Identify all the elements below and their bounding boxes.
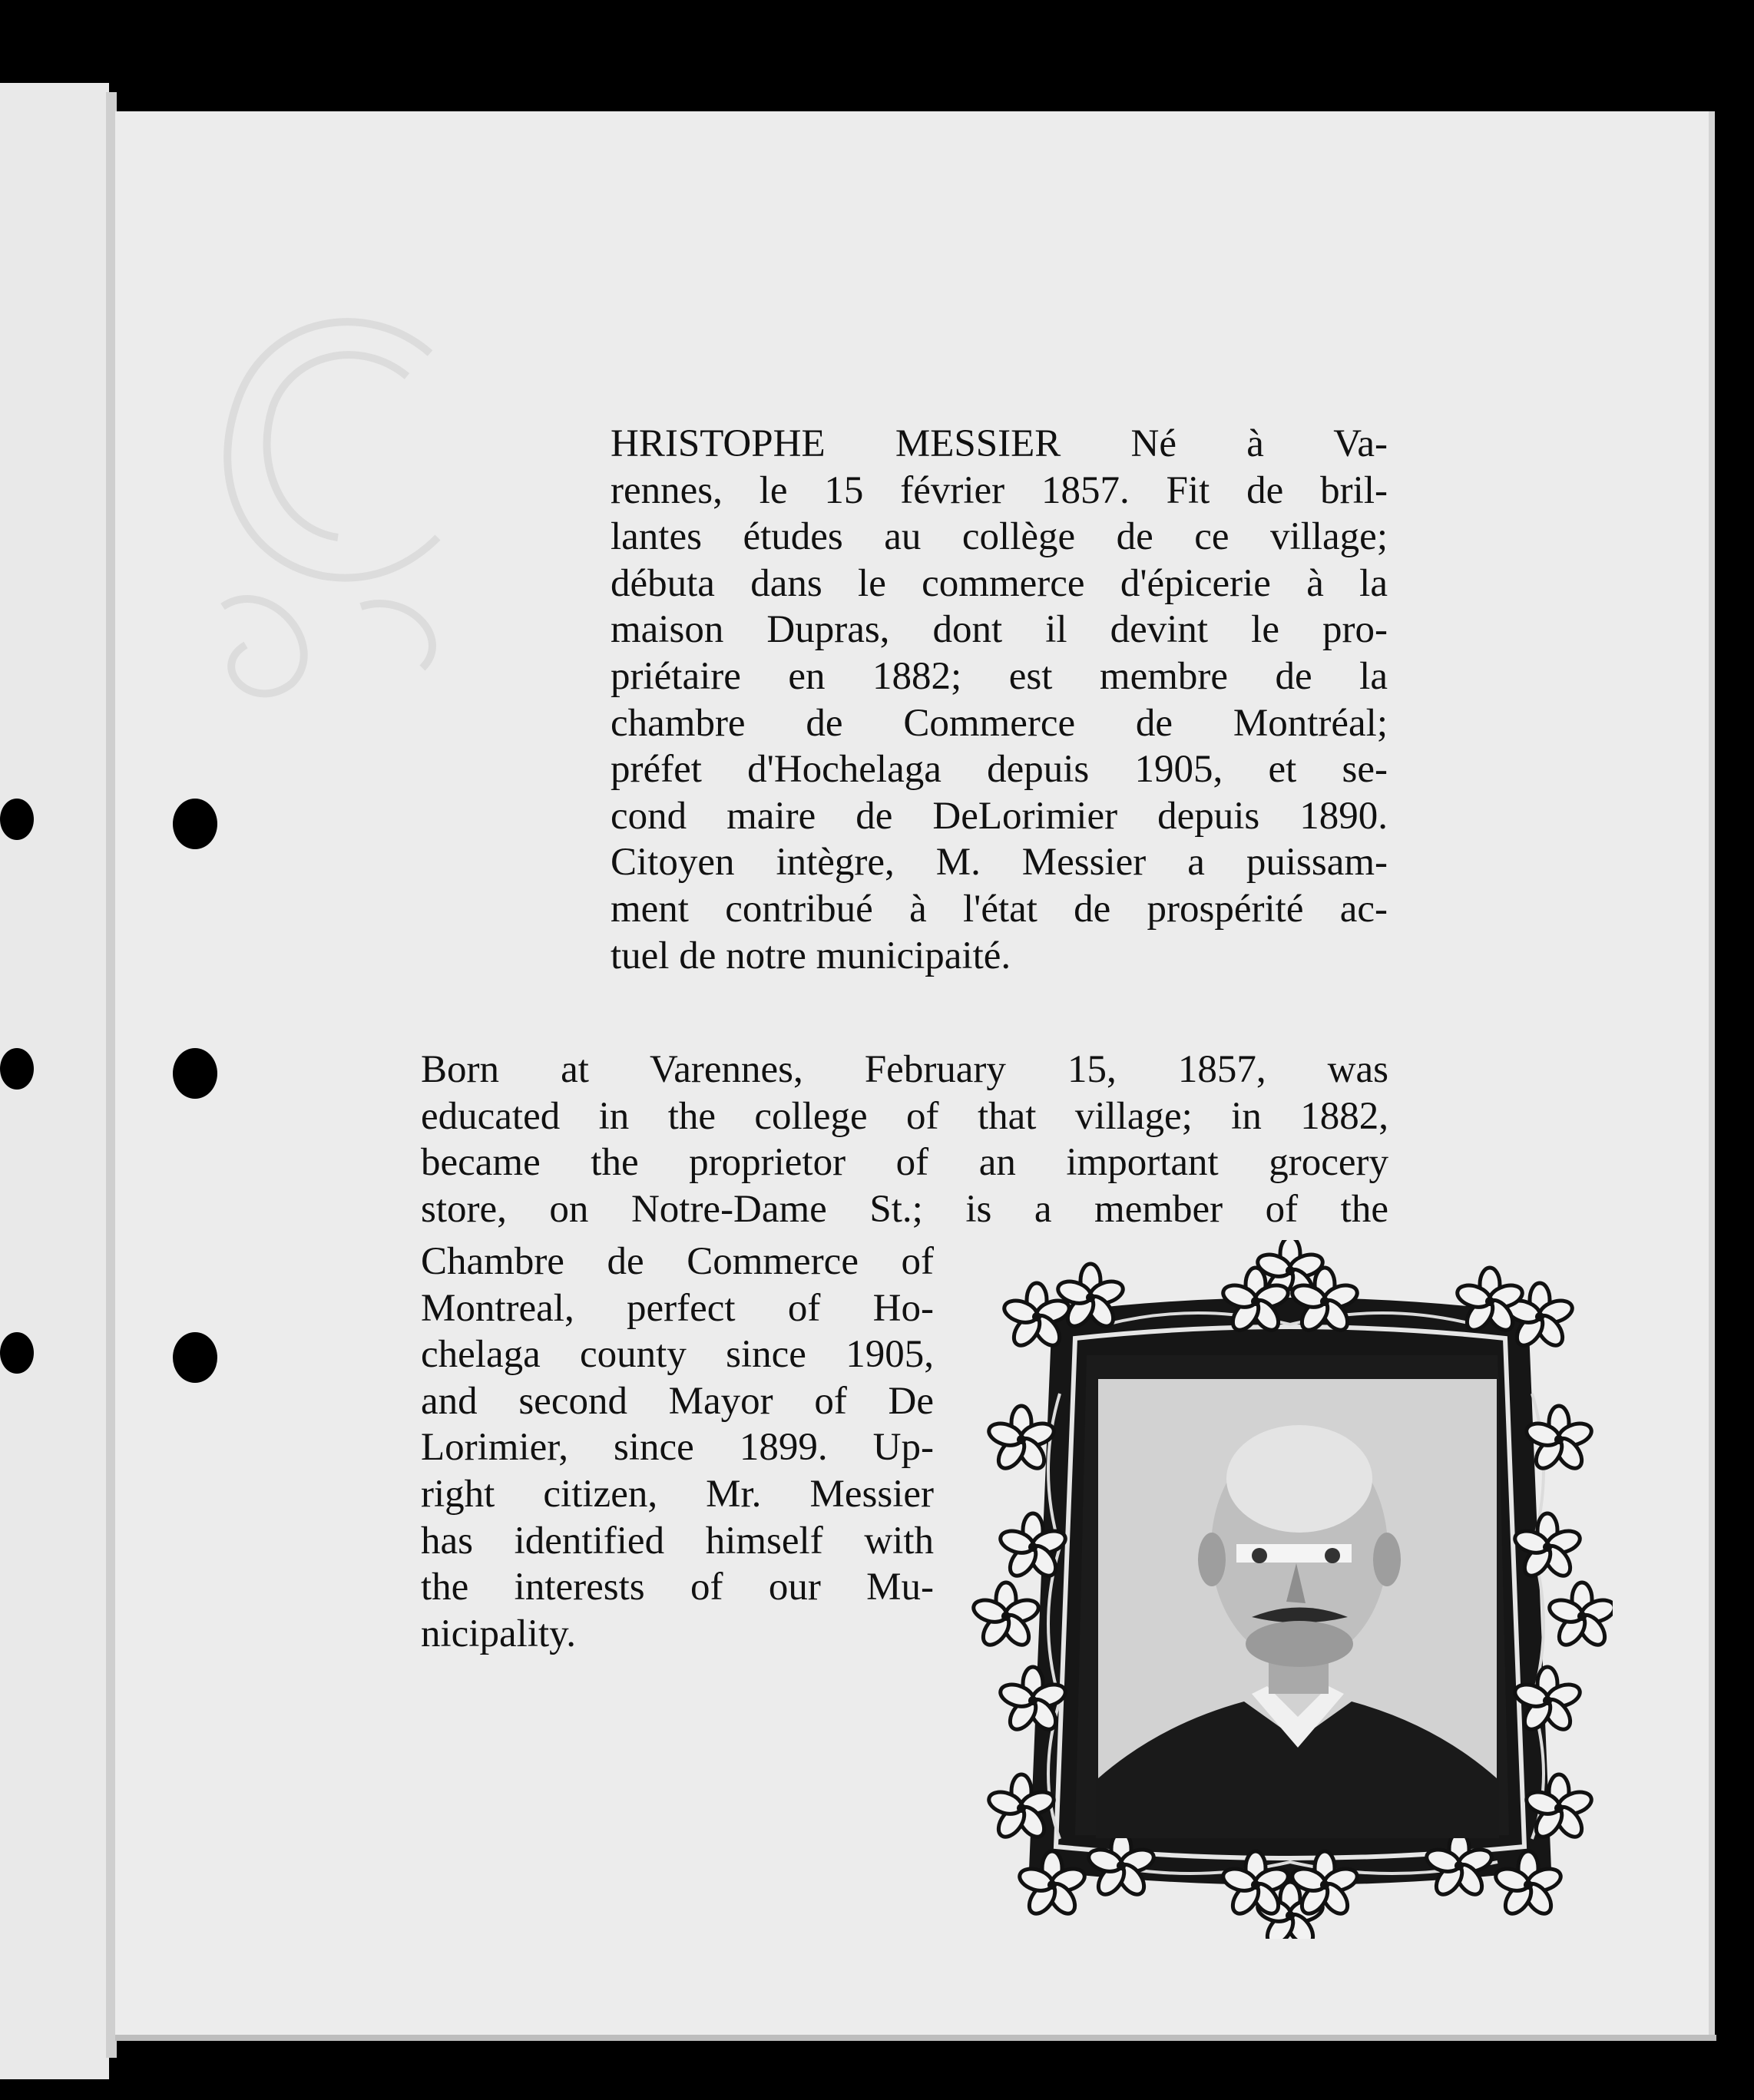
page-bottom-edge (115, 2035, 1716, 2041)
text-line: right citizen, Mr. Messier (421, 1472, 934, 1516)
text-line: educated in the college of that village; in 1882, (421, 1094, 1388, 1138)
text-line: débuta dans le commerce d'épicerie à la (611, 561, 1388, 605)
portrait-figure (1098, 1379, 1497, 1836)
text-line: cond maire de DeLorimier depuis 1890. (611, 794, 1388, 838)
text-line: préfet d'Hochelaga depuis 1905, et se- (611, 748, 1388, 792)
text-line: has identified himself with (421, 1519, 934, 1563)
binding-hole (173, 1048, 217, 1099)
text-line: nicipality. (421, 1612, 577, 1655)
text-line: and second Mayor of De (421, 1379, 934, 1423)
text-line: Citoyen intègre, M. Messier a puissam- (611, 841, 1388, 885)
text-line: tuel de notre municipaité. (611, 934, 1011, 977)
binding-hole (0, 1332, 34, 1374)
text-line: HRISTOPHE MESSIER Né à Va- (611, 422, 1388, 465)
text-line: chambre de Commerce de Montréal; (611, 701, 1388, 745)
binding-hole (173, 799, 217, 849)
text-line: Lorimier, since 1899. Up- (421, 1426, 934, 1470)
text-line: rennes, le 15 février 1857. Fit de bril- (611, 468, 1388, 512)
text-line: Born at Varennes, February 15, 1857, was (421, 1048, 1388, 1091)
text-line: lantes études au collège de ce village; (611, 515, 1388, 559)
english-biography-paragraph (421, 1047, 1388, 1232)
text-line: chelaga county since 1905, (421, 1333, 934, 1377)
text-line: priétaire en 1882; est membre de la (611, 654, 1388, 698)
english-biography-continuation (421, 1239, 934, 1657)
binding-hole (0, 799, 34, 840)
text-line: the interests of our Mu- (421, 1566, 934, 1609)
text-line: ment contribué à l'état de prospérité ac- (611, 887, 1388, 931)
french-biography-paragraph (611, 421, 1388, 979)
text-line: Montreal, perfect of Ho- (421, 1286, 934, 1330)
binding-hole (173, 1332, 217, 1383)
text-line: Chambre de Commerce of (421, 1240, 934, 1283)
text-line: maison Dupras, dont il devint le pro- (611, 608, 1388, 652)
text-line: store, on Notre-Dame St.; is a member of the (421, 1187, 1388, 1231)
text-line: became the proprietor of an important grocery (421, 1141, 1388, 1185)
embossed-initial-letter (177, 284, 484, 714)
portrait-photograph (1096, 1377, 1499, 1838)
binding-hole (0, 1048, 34, 1090)
